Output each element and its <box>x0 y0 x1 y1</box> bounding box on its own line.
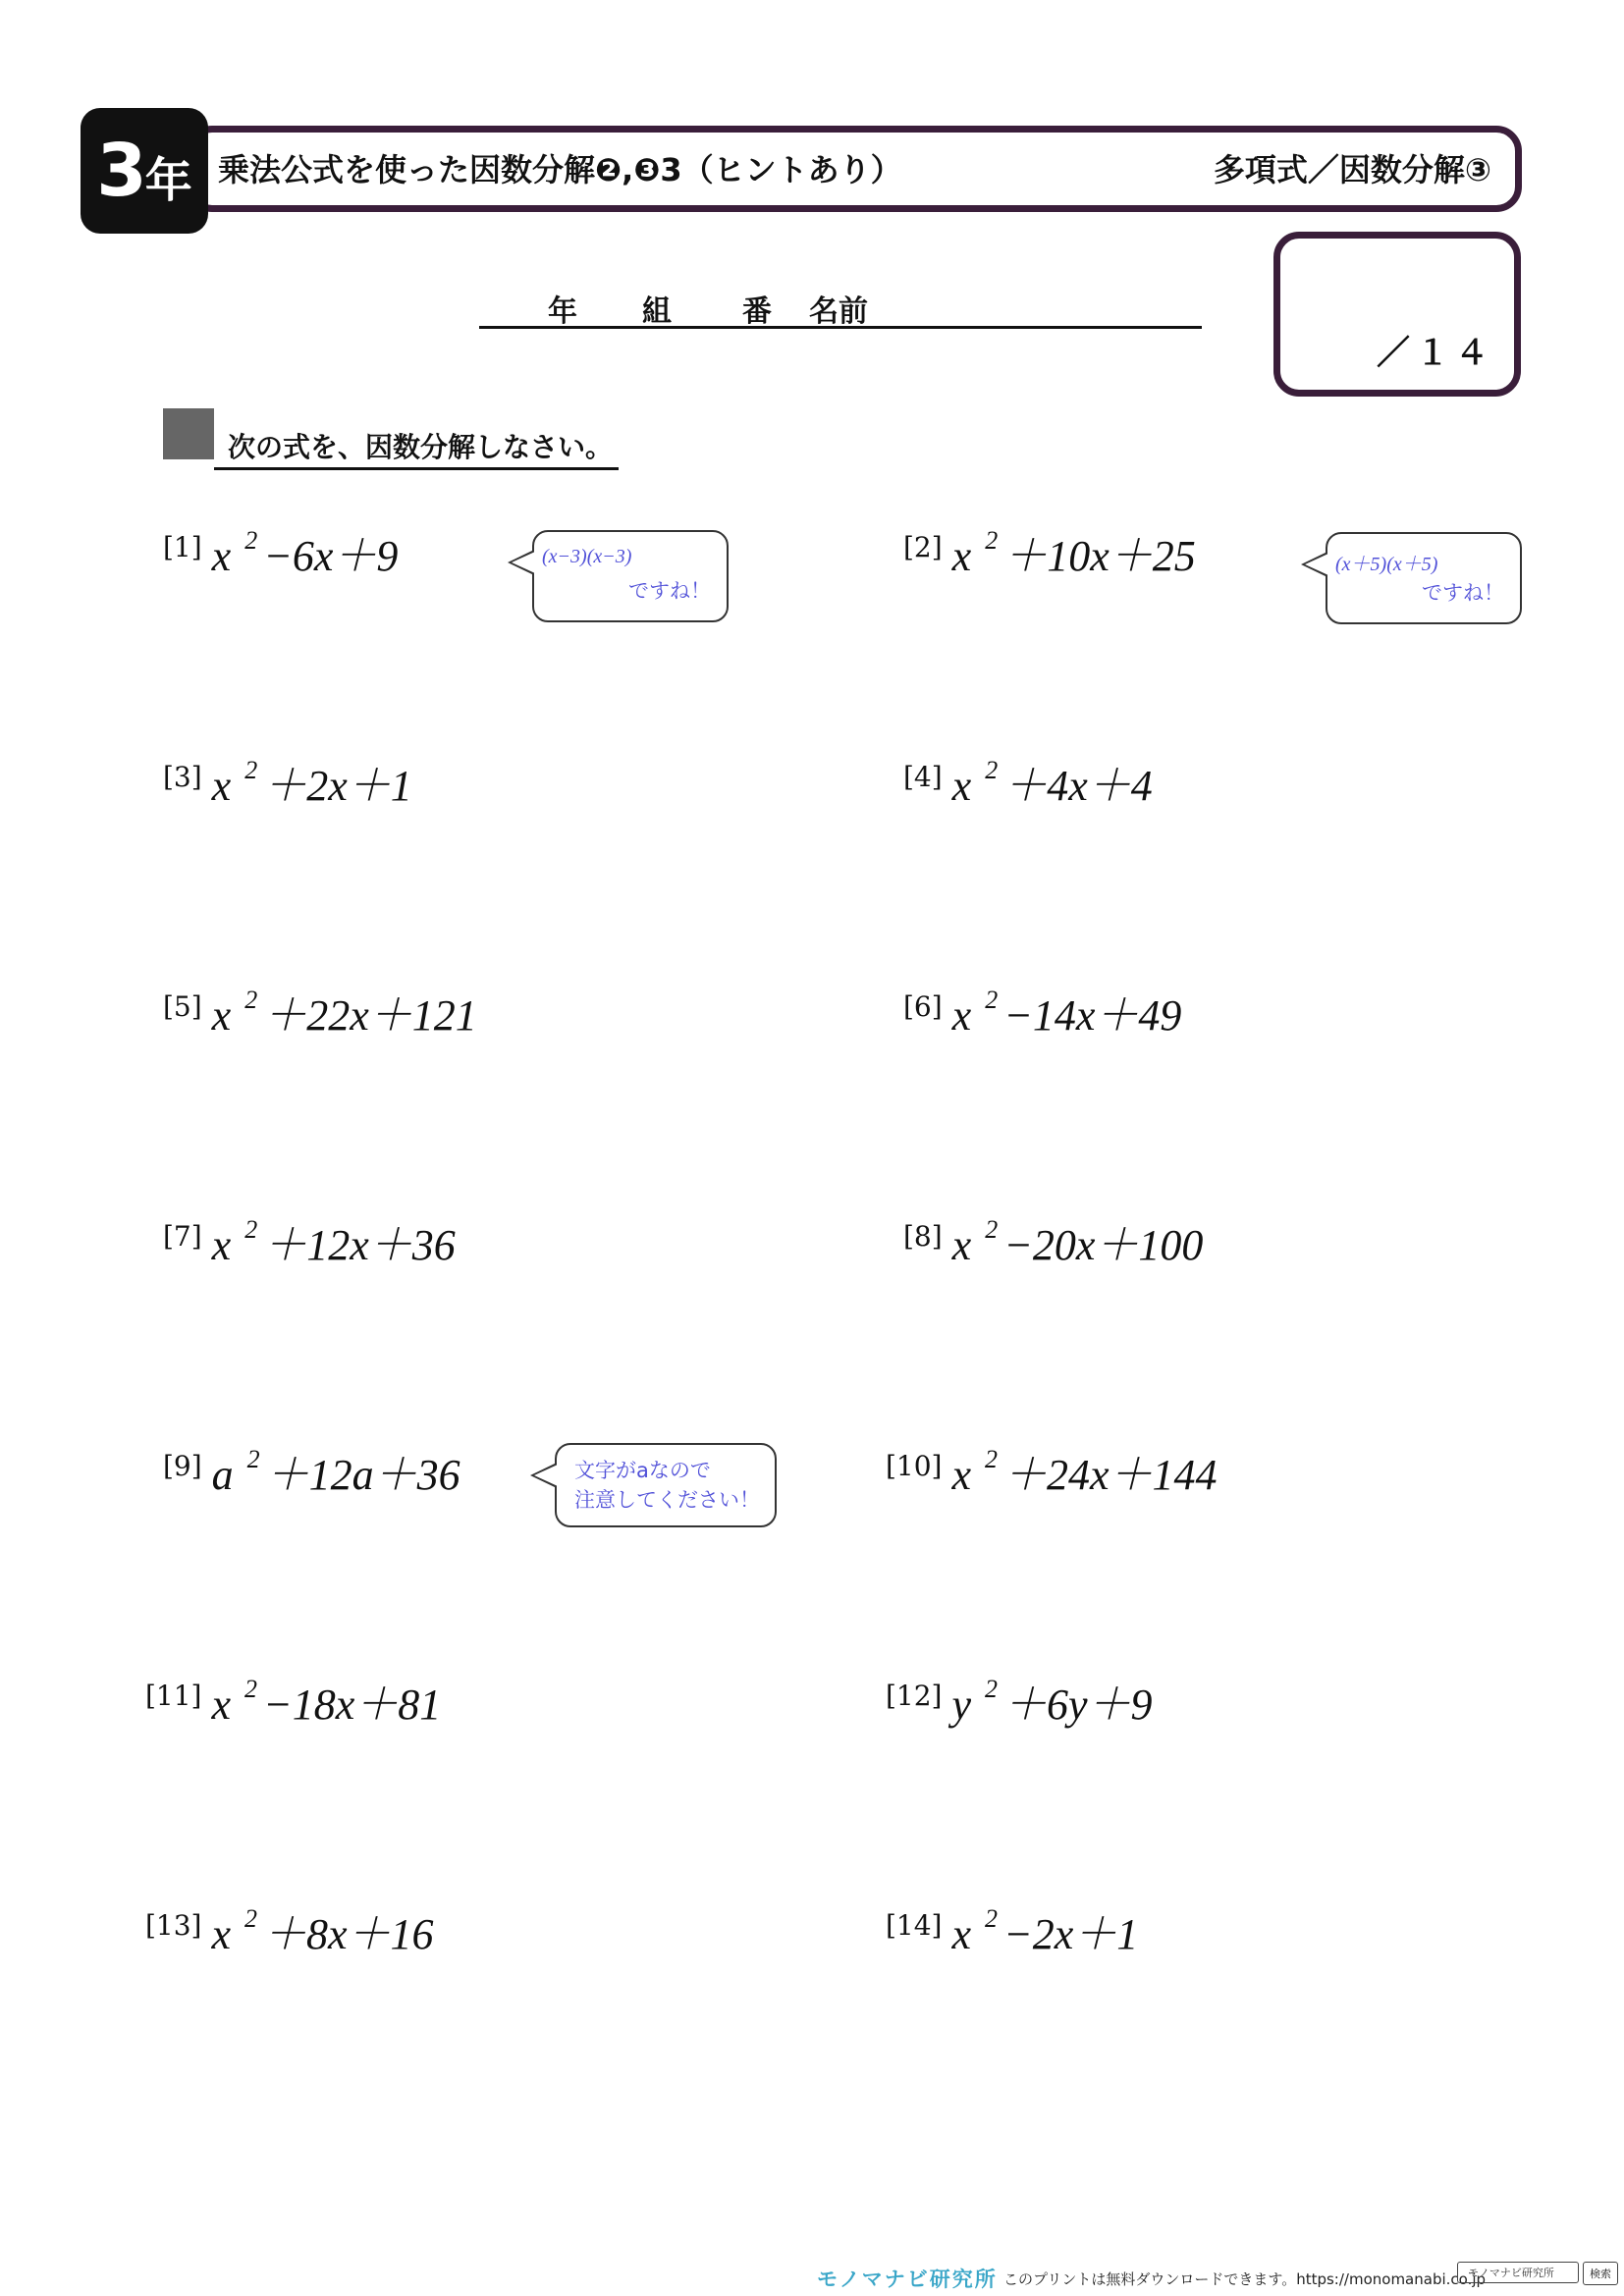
footer-search-button[interactable]: 検索 <box>1583 2262 1618 2285</box>
footer-search-box[interactable]: モノマナビ研究所 <box>1457 2262 1579 2283</box>
problem-exponent: 2 <box>985 526 999 555</box>
problem-1 <box>163 520 398 583</box>
problem-number: [6] <box>903 990 943 1023</box>
hint-bubble-2 <box>1326 532 1522 624</box>
problem-variable: x <box>211 1221 232 1269</box>
problem-number: [14] <box>886 1909 943 1942</box>
hint-line-1: (x−3)(x−3) <box>542 546 632 567</box>
grade-badge <box>81 108 208 234</box>
page-title: 乗法公式を使った因数分解❷,❸3（ヒントあり） <box>218 151 902 188</box>
problem-number: [13] <box>145 1909 202 1942</box>
problem-exponent: 2 <box>985 1675 999 1703</box>
hint-line-2: ですね！ <box>628 579 711 603</box>
problem-variable: x <box>211 532 232 580</box>
hint-bubble-9 <box>555 1443 777 1527</box>
hint-line-1: (x＋5)(x＋5) <box>1335 554 1438 575</box>
problem-terms: ＋8x＋16 <box>263 1910 434 1958</box>
problem-7 <box>163 1209 456 1272</box>
problem-8 <box>903 1209 1203 1272</box>
problem-variable: x <box>211 1910 232 1958</box>
class-label: 組 <box>642 294 672 329</box>
problem-exponent: 2 <box>985 1904 999 1933</box>
problem-variable: x <box>211 762 232 810</box>
footer-logo[interactable]: モノマナビ研究所 <box>817 2268 998 2291</box>
problem-variable: x <box>951 991 972 1040</box>
problem-variable: x <box>951 762 972 810</box>
instruction: 次の式を、因数分解しなさい。 <box>214 426 619 470</box>
problem-terms: −18x＋81 <box>263 1681 442 1729</box>
problem-terms: ＋24x＋144 <box>1003 1451 1218 1499</box>
problem-11 <box>145 1669 441 1732</box>
problem-4 <box>903 750 1153 813</box>
name-label: 名前 <box>809 294 868 329</box>
problem-6 <box>903 980 1181 1042</box>
problem-exponent: 2 <box>985 1215 999 1244</box>
problem-exponent: 2 <box>985 756 999 784</box>
problem-variable: x <box>951 532 972 580</box>
problem-number: [7] <box>163 1220 202 1253</box>
problem-terms: −2x＋1 <box>1003 1910 1139 1958</box>
problem-exponent: 2 <box>244 1215 258 1244</box>
grade-unit: 年 <box>144 152 192 208</box>
problem-9 <box>163 1439 460 1502</box>
problem-exponent: 2 <box>244 1904 258 1933</box>
problem-exponent: 2 <box>985 1445 999 1473</box>
problem-variable: x <box>211 991 232 1040</box>
problem-number: [10] <box>886 1450 943 1482</box>
problem-number: [2] <box>903 531 943 563</box>
problem-exponent: 2 <box>246 1445 260 1473</box>
instruction-marker <box>163 408 214 459</box>
grade-number: 3 <box>96 129 143 213</box>
score-box[interactable] <box>1273 232 1521 397</box>
problem-variable: x <box>951 1451 972 1499</box>
problem-2 <box>903 520 1196 583</box>
problem-terms: −14x＋49 <box>1003 991 1182 1040</box>
problem-number: [5] <box>163 990 202 1023</box>
problem-13 <box>145 1898 434 1961</box>
problem-exponent: 2 <box>244 756 258 784</box>
hint-line-2: 注意してください！ <box>574 1488 760 1512</box>
unit-title: 多項式／因数分解③ <box>1213 151 1491 188</box>
problem-terms: ＋22x＋121 <box>263 991 477 1040</box>
problem-terms: −20x＋100 <box>1003 1221 1204 1269</box>
problem-10 <box>886 1439 1218 1502</box>
year-label: 年 <box>548 294 577 329</box>
problem-variable: x <box>211 1681 232 1729</box>
problem-terms: ＋2x＋1 <box>263 762 412 810</box>
problem-number: [12] <box>886 1680 943 1712</box>
problem-exponent: 2 <box>985 986 999 1014</box>
problem-terms: −6x＋9 <box>263 532 399 580</box>
student-info-line[interactable] <box>479 285 1202 329</box>
footer-text: このプリントは無料ダウンロードできます。https://monomanabi.co.jp <box>1003 2270 1487 2288</box>
problem-terms: ＋4x＋4 <box>1003 762 1153 810</box>
number-label: 番 <box>742 294 772 329</box>
problem-exponent: 2 <box>244 986 258 1014</box>
problem-exponent: 2 <box>244 526 258 555</box>
problem-number: [11] <box>145 1680 202 1712</box>
problem-number: [9] <box>163 1450 202 1482</box>
problem-14 <box>886 1898 1138 1961</box>
problem-number: [8] <box>903 1220 943 1253</box>
hint-line-2: ですね！ <box>1422 581 1504 605</box>
score-total: ／１４ <box>1377 334 1494 373</box>
problem-variable: a <box>211 1451 234 1499</box>
problem-variable: y <box>951 1681 972 1729</box>
problem-exponent: 2 <box>244 1675 258 1703</box>
problem-variable: x <box>951 1910 972 1958</box>
problem-terms: ＋10x＋25 <box>1003 532 1196 580</box>
problem-variable: x <box>951 1221 972 1269</box>
problem-number: [1] <box>163 531 202 563</box>
hint-bubble-1 <box>532 530 729 622</box>
problem-3 <box>163 750 412 813</box>
hint-line-1: 文字がaなので <box>574 1459 711 1482</box>
problem-number: [4] <box>903 761 943 793</box>
problem-terms: ＋6y＋9 <box>1003 1681 1153 1729</box>
problem-number: [3] <box>163 761 202 793</box>
problem-terms: ＋12x＋36 <box>263 1221 456 1269</box>
problem-5 <box>163 980 477 1042</box>
problem-terms: ＋12a＋36 <box>265 1451 460 1499</box>
problem-12 <box>886 1669 1153 1732</box>
